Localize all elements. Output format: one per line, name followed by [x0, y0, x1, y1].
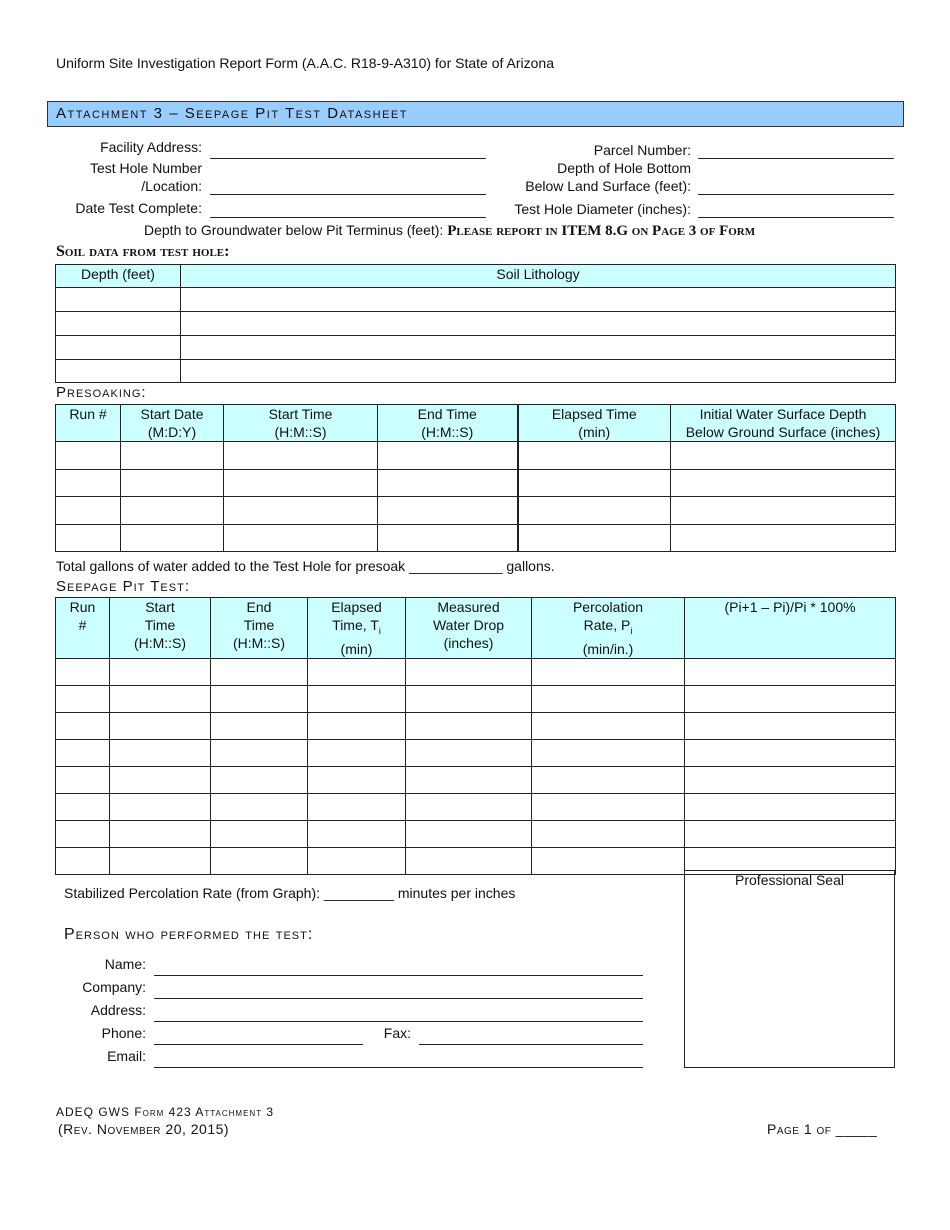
table-cell[interactable]	[532, 685, 685, 712]
table-cell[interactable]	[56, 312, 181, 336]
table-cell[interactable]	[685, 712, 896, 739]
table-cell[interactable]	[518, 525, 671, 552]
depth-groundwater-row	[144, 221, 904, 240]
table-cell[interactable]	[211, 685, 308, 712]
table-cell[interactable]	[181, 336, 896, 360]
depth-bottom-field[interactable]	[698, 194, 894, 195]
table-cell[interactable]	[121, 497, 224, 525]
person-address-label: Address:	[90, 1002, 146, 1018]
table-cell[interactable]	[406, 820, 532, 847]
table-cell[interactable]	[121, 470, 224, 497]
table-row	[56, 793, 896, 820]
seepage-start-time-header	[110, 598, 211, 659]
date-test-complete-label: Date Test Complete:	[75, 200, 202, 216]
header-line: (H:M::S)	[232, 635, 286, 651]
table-cell[interactable]	[56, 847, 110, 874]
table-cell[interactable]	[110, 766, 211, 793]
seepage-elapsed-header: Elapsed Time, $T_i$ (min)	[308, 598, 406, 659]
table-cell[interactable]	[56, 336, 181, 360]
header-line: Elapsed Time	[551, 406, 637, 422]
table-cell[interactable]	[211, 658, 308, 685]
parcel-number-label: Parcel Number:	[593, 142, 691, 158]
depth-groundwater-label: Depth to Groundwater below Pit Terminus (feet):	[144, 222, 444, 238]
table-cell[interactable]	[56, 766, 110, 793]
document-header: Uniform Site Investigation Report Form (A.A.C. R18-9-A310) for State of Arizona	[56, 55, 554, 71]
person-phone-field[interactable]	[154, 1044, 363, 1045]
depth-groundwater-note: Please report in ITEM 8.G on Page 3 of Form	[447, 223, 756, 239]
header-line: Elapsed	[331, 599, 382, 615]
table-cell[interactable]	[181, 312, 896, 336]
header-line: #	[78, 617, 87, 633]
table-cell[interactable]	[532, 712, 685, 739]
person-name-label: Name:	[104, 956, 146, 972]
table-cell[interactable]	[685, 793, 896, 820]
table-cell[interactable]	[671, 525, 896, 552]
header-line: Time, T	[332, 617, 379, 633]
person-company-label: Company:	[82, 979, 146, 995]
header-line: (min/in.)	[582, 640, 634, 657]
table-cell[interactable]	[110, 793, 211, 820]
presoak-elapsed-header	[518, 405, 671, 442]
form-revision: (Rev. November 20, 2015)	[58, 1121, 230, 1137]
table-row	[56, 470, 896, 497]
table-cell[interactable]	[56, 497, 121, 525]
table-cell[interactable]	[532, 739, 685, 766]
soil-depth-header: Depth (feet)	[56, 265, 181, 288]
table-row	[56, 312, 896, 336]
table-cell[interactable]	[181, 288, 896, 312]
depth-bottom-label-1: Depth of Hole Bottom	[557, 160, 691, 176]
table-cell[interactable]	[56, 820, 110, 847]
table-row	[56, 739, 896, 766]
table-cell[interactable]	[378, 470, 518, 497]
table-row	[56, 766, 896, 793]
stabilized-rate-line: Stabilized Percolation Rate (from Graph): _________ minutes per inches	[64, 885, 516, 901]
table-row	[56, 336, 896, 360]
header-line: Time	[243, 617, 275, 633]
table-cell[interactable]	[224, 497, 378, 525]
table-cell[interactable]	[518, 442, 671, 470]
person-email-field[interactable]	[154, 1067, 643, 1068]
professional-seal-label: Professional Seal	[735, 872, 844, 888]
table-cell[interactable]	[56, 470, 121, 497]
seepage-water-drop-header	[406, 598, 532, 659]
seepage-formula-header: (Pi+1 – Pi)/Pi * 100%	[685, 598, 896, 659]
header-line: (min)	[578, 424, 611, 440]
table-cell[interactable]	[378, 497, 518, 525]
table-cell[interactable]	[181, 360, 896, 383]
presoak-title: Presoaking:	[56, 384, 147, 401]
date-test-complete-field[interactable]	[210, 217, 486, 218]
presoak-start-date-header	[121, 405, 224, 442]
table-cell[interactable]	[378, 442, 518, 470]
table-cell[interactable]	[671, 470, 896, 497]
table-cell[interactable]	[121, 525, 224, 552]
soil-lithology-header: Soil Lithology	[181, 265, 896, 288]
table-cell[interactable]	[56, 525, 121, 552]
attachment-title: Attachment 3 – Seepage Pit Test Datasheet	[47, 101, 904, 127]
presoak-water-depth-header	[671, 405, 896, 442]
table-cell[interactable]	[685, 739, 896, 766]
table-row	[56, 658, 896, 685]
seepage-run-header	[56, 598, 110, 659]
header-line: (H:M::S)	[133, 635, 187, 651]
table-cell[interactable]	[110, 685, 211, 712]
seepage-rate-header: Percolation Rate, $P_i$ (min/in.)	[532, 598, 685, 659]
header-line: Below Ground Surface (inches)	[685, 424, 881, 440]
person-title: Person who performed the test:	[64, 926, 314, 943]
seepage-table	[55, 597, 896, 875]
table-cell[interactable]	[685, 685, 896, 712]
table-cell[interactable]	[532, 793, 685, 820]
header-line: Measured	[437, 599, 500, 615]
table-cell[interactable]	[308, 739, 406, 766]
table-cell[interactable]	[406, 658, 532, 685]
table-cell[interactable]	[406, 793, 532, 820]
person-name-field[interactable]	[154, 975, 643, 976]
header-line: Start Date	[140, 406, 204, 422]
person-company-field[interactable]	[154, 998, 643, 999]
table-row	[56, 360, 896, 383]
table-cell[interactable]	[406, 766, 532, 793]
table-cell[interactable]	[685, 820, 896, 847]
header-line: Start	[145, 599, 175, 615]
header-line: (min)	[340, 640, 373, 657]
table-cell[interactable]	[56, 288, 181, 312]
table-cell[interactable]	[110, 658, 211, 685]
test-hole-number-label: Test Hole Number	[89, 160, 202, 176]
header-line: Water Drop	[432, 617, 505, 633]
table-cell[interactable]	[211, 820, 308, 847]
table-cell[interactable]	[532, 658, 685, 685]
table-cell[interactable]	[211, 793, 308, 820]
person-fax-label: Fax:	[383, 1025, 411, 1041]
header-line: End	[246, 599, 272, 615]
table-cell[interactable]	[308, 820, 406, 847]
table-cell[interactable]	[406, 847, 532, 874]
table-cell[interactable]	[308, 793, 406, 820]
depth-bottom-label-2: Below Land Surface (feet):	[525, 178, 691, 194]
table-cell[interactable]	[532, 820, 685, 847]
header-line: Run	[69, 599, 96, 615]
table-cell[interactable]	[378, 525, 518, 552]
test-hole-diameter-label: Test Hole Diameter (inches):	[514, 201, 691, 217]
header-line: (M:D:Y)	[147, 424, 197, 440]
form-id: ADEQ GWS Form 423 Attachment 3	[56, 1105, 275, 1119]
table-row	[56, 525, 896, 552]
page-number: Page 1 of _____	[767, 1121, 878, 1137]
table-cell[interactable]	[518, 470, 671, 497]
header-line: Rate, P	[583, 617, 631, 633]
table-cell[interactable]	[56, 658, 110, 685]
table-cell[interactable]	[685, 658, 896, 685]
test-hole-location-field[interactable]	[210, 194, 486, 195]
person-phone-label: Phone:	[101, 1025, 146, 1041]
table-cell[interactable]	[685, 766, 896, 793]
seepage-end-time-header	[211, 598, 308, 659]
table-row	[56, 712, 896, 739]
table-cell[interactable]	[518, 497, 671, 525]
header-line: End Time	[417, 406, 477, 422]
header-line: Run #	[69, 406, 107, 422]
table-cell[interactable]	[224, 442, 378, 470]
header-line: (H:M::S)	[421, 424, 474, 440]
table-cell[interactable]	[56, 793, 110, 820]
parcel-number-field[interactable]	[698, 158, 894, 159]
table-cell[interactable]	[56, 712, 110, 739]
table-cell[interactable]	[308, 712, 406, 739]
table-cell[interactable]	[308, 685, 406, 712]
table-cell[interactable]	[110, 739, 211, 766]
table-cell[interactable]	[532, 847, 685, 874]
table-cell[interactable]	[110, 820, 211, 847]
table-row	[56, 288, 896, 312]
table-cell[interactable]	[56, 442, 121, 470]
header-line: Time	[144, 617, 176, 633]
professional-seal-box	[684, 870, 895, 1068]
table-cell[interactable]	[532, 766, 685, 793]
header-line: Start Time	[268, 406, 333, 422]
header-line: Percolation	[572, 599, 644, 615]
table-cell[interactable]	[56, 685, 110, 712]
table-cell[interactable]	[308, 766, 406, 793]
table-cell[interactable]	[110, 712, 211, 739]
presoak-start-time-header	[224, 405, 378, 442]
table-cell[interactable]	[224, 470, 378, 497]
facility-address-field[interactable]	[210, 158, 486, 159]
table-cell[interactable]	[308, 658, 406, 685]
table-cell[interactable]	[211, 847, 308, 874]
table-cell[interactable]	[56, 739, 110, 766]
table-cell[interactable]	[308, 847, 406, 874]
table-cell[interactable]	[406, 739, 532, 766]
table-cell[interactable]	[110, 847, 211, 874]
table-cell[interactable]	[671, 497, 896, 525]
table-row	[56, 685, 896, 712]
person-fax-field[interactable]	[419, 1044, 643, 1045]
test-hole-diameter-field[interactable]	[698, 217, 894, 218]
table-cell[interactable]	[56, 360, 181, 383]
table-cell[interactable]	[671, 442, 896, 470]
header-line: (H:M::S)	[274, 424, 327, 440]
header-line: (inches)	[443, 635, 494, 651]
table-row	[56, 497, 896, 525]
soil-data-title: Soil data from test hole:	[56, 243, 230, 260]
test-hole-location-label: /Location:	[141, 178, 202, 194]
seepage-title: Seepage Pit Test:	[56, 578, 190, 595]
person-email-label: Email:	[107, 1048, 146, 1064]
person-address-field[interactable]	[154, 1021, 643, 1022]
presoak-table	[55, 404, 896, 552]
presoak-total-gallons: Total gallons of water added to the Test Hole for presoak ____________ gallons.	[56, 558, 555, 574]
table-row	[56, 820, 896, 847]
presoak-run-header	[56, 405, 121, 442]
table-cell[interactable]	[224, 525, 378, 552]
table-cell[interactable]	[121, 442, 224, 470]
header-line: Initial Water Surface Depth	[699, 406, 867, 422]
table-cell[interactable]	[211, 766, 308, 793]
table-cell[interactable]	[211, 739, 308, 766]
table-cell[interactable]	[406, 712, 532, 739]
table-row	[56, 442, 896, 470]
presoak-end-time-header	[378, 405, 518, 442]
facility-address-label: Facility Address:	[100, 139, 202, 155]
table-cell[interactable]	[406, 685, 532, 712]
soil-table	[55, 264, 896, 383]
table-cell[interactable]	[211, 712, 308, 739]
